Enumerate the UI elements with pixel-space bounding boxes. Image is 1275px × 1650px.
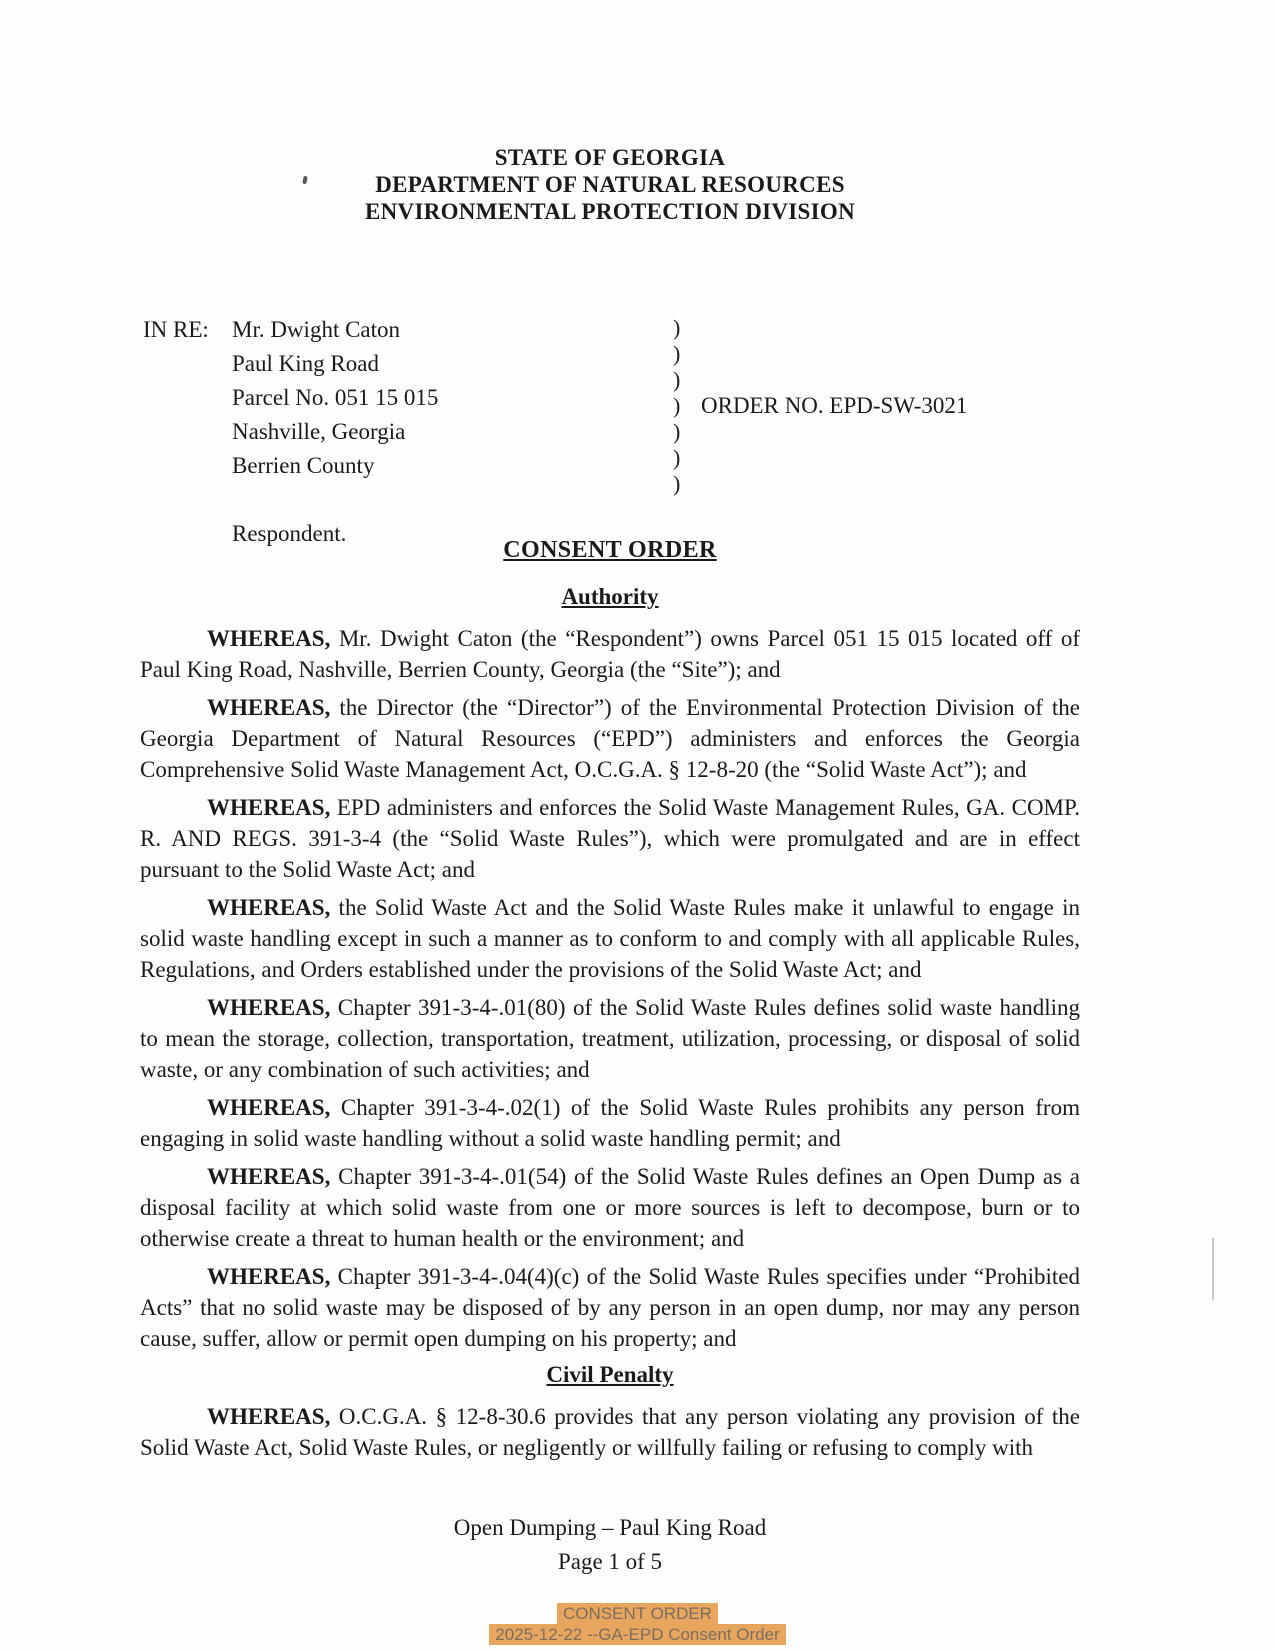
caption-paren: )	[673, 419, 681, 444]
caption-paren: )	[673, 471, 681, 496]
whereas-lead: WHEREAS,	[207, 1264, 331, 1289]
caption-paren: )	[673, 367, 681, 392]
whereas-paragraph-7	[140, 1161, 1080, 1254]
in-re-label: IN RE:	[143, 317, 209, 342]
whereas-paragraph-4	[140, 892, 1080, 985]
whereas-paragraph-3	[140, 792, 1080, 885]
party-parcel: Parcel No. 051 15 015	[232, 385, 439, 410]
paragraph-text: Chapter 391-3-4-.01(54) of the Solid Waste Rules defines an Open Dump as a disposal facility at which solid waste from one or more sources is left to decompose, burn or to otherwise create a threat to human health or the environment; and	[140, 1164, 1080, 1251]
caption-paren: )	[673, 445, 681, 470]
whereas-paragraph-8	[140, 1261, 1080, 1354]
letterhead	[140, 144, 1080, 225]
party-county: Berrien County	[232, 453, 375, 478]
order-number: ORDER NO. EPD-SW-3021	[701, 393, 968, 418]
stamp-date-label: 2025-12-22 --GA-EPD Consent Order	[489, 1624, 785, 1645]
footer-document-label: Open Dumping – Paul King Road	[453, 1515, 767, 1540]
whereas-lead: WHEREAS,	[207, 1404, 331, 1429]
paragraph-text: Chapter 391-3-4-.02(1) of the Solid Waste Rules prohibits any person from engaging in solid waste handling without a solid waste handling permit; and	[140, 1095, 1080, 1151]
caption-paren: )	[673, 341, 681, 366]
party-city: Nashville, Georgia	[232, 419, 406, 444]
whereas-paragraph-1	[140, 623, 1080, 685]
paragraph-text: the Director (the “Director”) of the Environmental Protection Division of the Georgia Department of Natural Resources (“EPD”) administers and enforces the Georgia Comprehensive Solid Waste Management Act, O.C.G.A. § 12-8-20 (the “Solid Waste Act”); and	[140, 695, 1080, 782]
section-heading-civil-penalty: Civil Penalty	[546, 1362, 674, 1387]
party-road: Paul King Road	[232, 351, 379, 376]
caption-paren: )	[673, 393, 681, 418]
paragraph-text: EPD administers and enforces the Solid Waste Management Rules, GA. COMP. R. AND REGS. 391-3-4 (the “Solid Waste Rules”), which were promulgated and are in effect pursuant to the Solid Waste Act; and	[140, 795, 1080, 882]
paragraph-text: Mr. Dwight Caton (the “Respondent”) owns Parcel 051 15 015 located off of Paul King Road, Nashville, Berrien County, Georgia (the “Site”); and	[140, 626, 1080, 682]
whereas-paragraph-2	[140, 692, 1080, 785]
paragraph-text: Chapter 391-3-4-.04(4)(c) of the Solid Waste Rules specifies under “Prohibited Acts” that no solid waste may be disposed of by any person in an open dump, nor may any person cause, suffer, allow or permit open dumping on his property; and	[140, 1264, 1080, 1351]
paragraph-text: O.C.G.A. § 12-8-30.6 provides that any person violating any provision of the Solid Waste Act, Solid Waste Rules, or negligently or willfully failing or refusing to comply with	[140, 1404, 1080, 1460]
section-heading-authority: Authority	[561, 584, 659, 609]
paragraph-text: the Solid Waste Act and the Solid Waste Rules make it unlawful to engage in solid waste handling except in such a manner as to conform to and comply with all applicable Rules, Regulations, and Orders established under the provisions of the Solid Waste Act; and	[140, 895, 1080, 982]
whereas-paragraph-5	[140, 992, 1080, 1085]
whereas-paragraph-6	[140, 1092, 1080, 1154]
scan-artifact-line	[1212, 1238, 1214, 1300]
page-footer	[140, 1511, 1080, 1579]
whereas-lead: WHEREAS,	[207, 795, 331, 820]
letterhead-line-state: STATE OF GEORGIA	[494, 145, 726, 170]
filing-stamp	[0, 1603, 1275, 1645]
whereas-lead: WHEREAS,	[207, 626, 331, 651]
whereas-lead: WHEREAS,	[207, 995, 331, 1020]
party-name: Mr. Dwight Caton	[232, 317, 401, 342]
footer-page-number: Page 1 of 5	[557, 1549, 663, 1574]
whereas-lead: WHEREAS,	[207, 1095, 331, 1120]
whereas-paragraph-9	[140, 1401, 1080, 1463]
whereas-lead: WHEREAS,	[207, 695, 331, 720]
caption-paren: )	[673, 315, 681, 340]
respondent-label: Respondent.	[232, 521, 347, 546]
document-body	[140, 581, 1080, 1470]
whereas-lead: WHEREAS,	[207, 895, 331, 920]
whereas-lead: WHEREAS,	[207, 1164, 331, 1189]
letterhead-line-department: DEPARTMENT OF NATURAL RESOURCES	[375, 172, 845, 197]
letterhead-line-division: ENVIRONMENTAL PROTECTION DIVISION	[365, 199, 855, 224]
stamp-title: CONSENT ORDER	[557, 1603, 718, 1624]
document-title: CONSENT ORDER	[503, 537, 717, 563]
caption-paren-column	[673, 315, 680, 497]
paragraph-text: Chapter 391-3-4-.01(80) of the Solid Waste Rules defines solid waste handling to mean the storage, collection, transportation, treatment, utilization, processing, or disposal of solid waste, or any combination of such activities; and	[140, 995, 1080, 1082]
party-address-block	[232, 313, 438, 551]
case-caption	[143, 313, 438, 551]
